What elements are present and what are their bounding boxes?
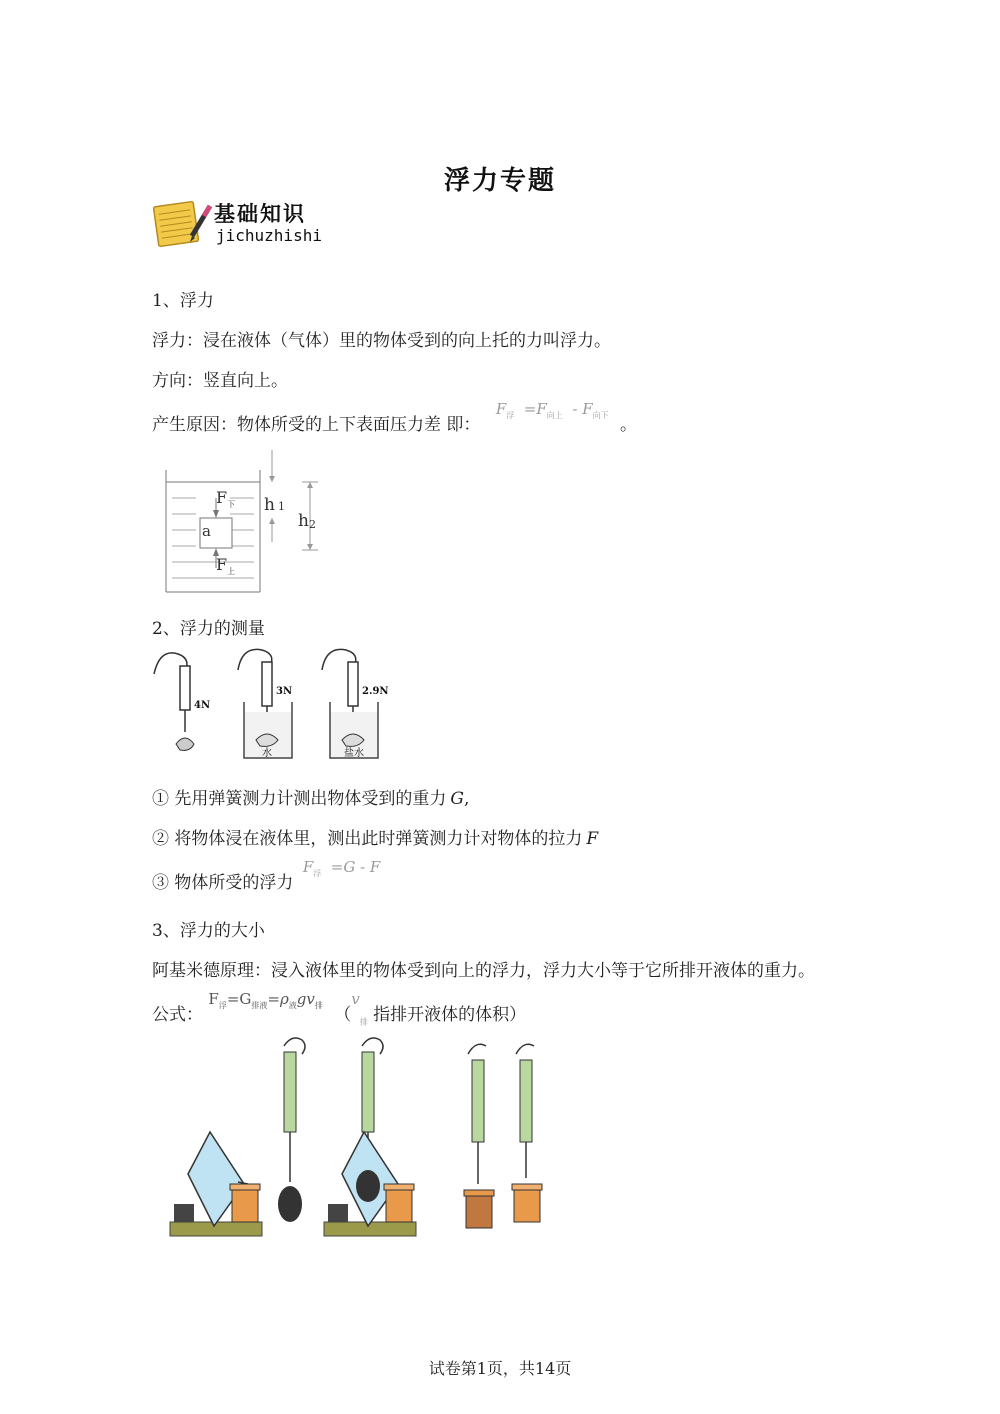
measurement-step2: ② 将物体浸在液体里，测出此时弹簧测力计对物体的拉力 F	[152, 829, 599, 849]
archimedes-formula-line: 公式： $F_浮=G_{排液}=\rho_液gv_排$ （$v_排$ 指排开液体的体积）	[152, 990, 527, 1027]
scale-in-salt-water	[322, 649, 389, 759]
cause-end: 。	[620, 415, 638, 435]
reading-water: 3N	[276, 686, 293, 697]
pressure-difference-formula: $F_浮 =F_{向上} - F_{向下}$	[495, 400, 609, 420]
overflow-can-setup	[170, 1132, 262, 1236]
reading-air: 4N	[194, 700, 211, 711]
h2-label: h2	[298, 511, 316, 531]
buoyancy-cause	[152, 400, 638, 435]
archimedes-principle: 阿基米德原理：浸入液体里的物体受到向上的浮力，浮力大小等于它所排开液体的重力。	[152, 961, 815, 981]
notepad-pencil-icon	[152, 196, 214, 250]
stone-submerged-setup	[324, 1038, 416, 1236]
scale-in-water	[238, 649, 292, 759]
page-footer: 试卷第1页，共14页	[428, 1359, 572, 1378]
archimedes-experiment-figure	[166, 1034, 566, 1244]
reading-salt-water: 2.9N	[362, 686, 389, 697]
weigh-cup-setup	[464, 1044, 542, 1228]
liquid-salt-water: 盐水	[344, 748, 364, 759]
badge-title-pinyin: jichuzhishi	[216, 226, 322, 245]
liquid-water: 水	[262, 748, 272, 759]
archimedes-formula: $F_浮=G_{排液}=\rho_液gv_排$	[208, 990, 323, 1010]
buoyancy-direction: 方向：竖直向上。	[152, 371, 288, 391]
scale-in-air	[154, 653, 210, 751]
weighing-formula: $F_浮 =G - F$	[302, 858, 381, 878]
buoyancy-definition: 浮力：浸在液体（气体）里的物体受到的向上托的力叫浮力。	[152, 331, 611, 351]
cause-text: 产生原因：物体所受的上下表面压力差 即：	[152, 415, 481, 435]
section1-heading: 1、浮力	[152, 291, 214, 311]
h1-label: h 1	[264, 495, 285, 515]
basic-knowledge-badge	[152, 196, 322, 250]
force-up-label: $F_上$	[216, 555, 236, 576]
spring-scale-with-stone	[278, 1038, 305, 1222]
section2-heading: 2、浮力的测量	[152, 619, 265, 639]
badge-title-cn: 基础知识	[214, 202, 306, 226]
spring-scale-measurement-figure	[150, 640, 410, 762]
section3-heading: 3、浮力的大小	[152, 921, 265, 941]
block-label: a	[202, 522, 211, 540]
page-title: 浮力专题	[443, 166, 556, 196]
measurement-step1: ① 先用弹簧测力计测出物体受到的重力 G,	[152, 789, 470, 809]
pressure-difference-diagram	[160, 446, 340, 596]
measurement-step3: ③ 物体所受的浮力 $F_浮 =G - F$	[152, 858, 381, 893]
force-down-label: $F_下$	[216, 488, 236, 509]
